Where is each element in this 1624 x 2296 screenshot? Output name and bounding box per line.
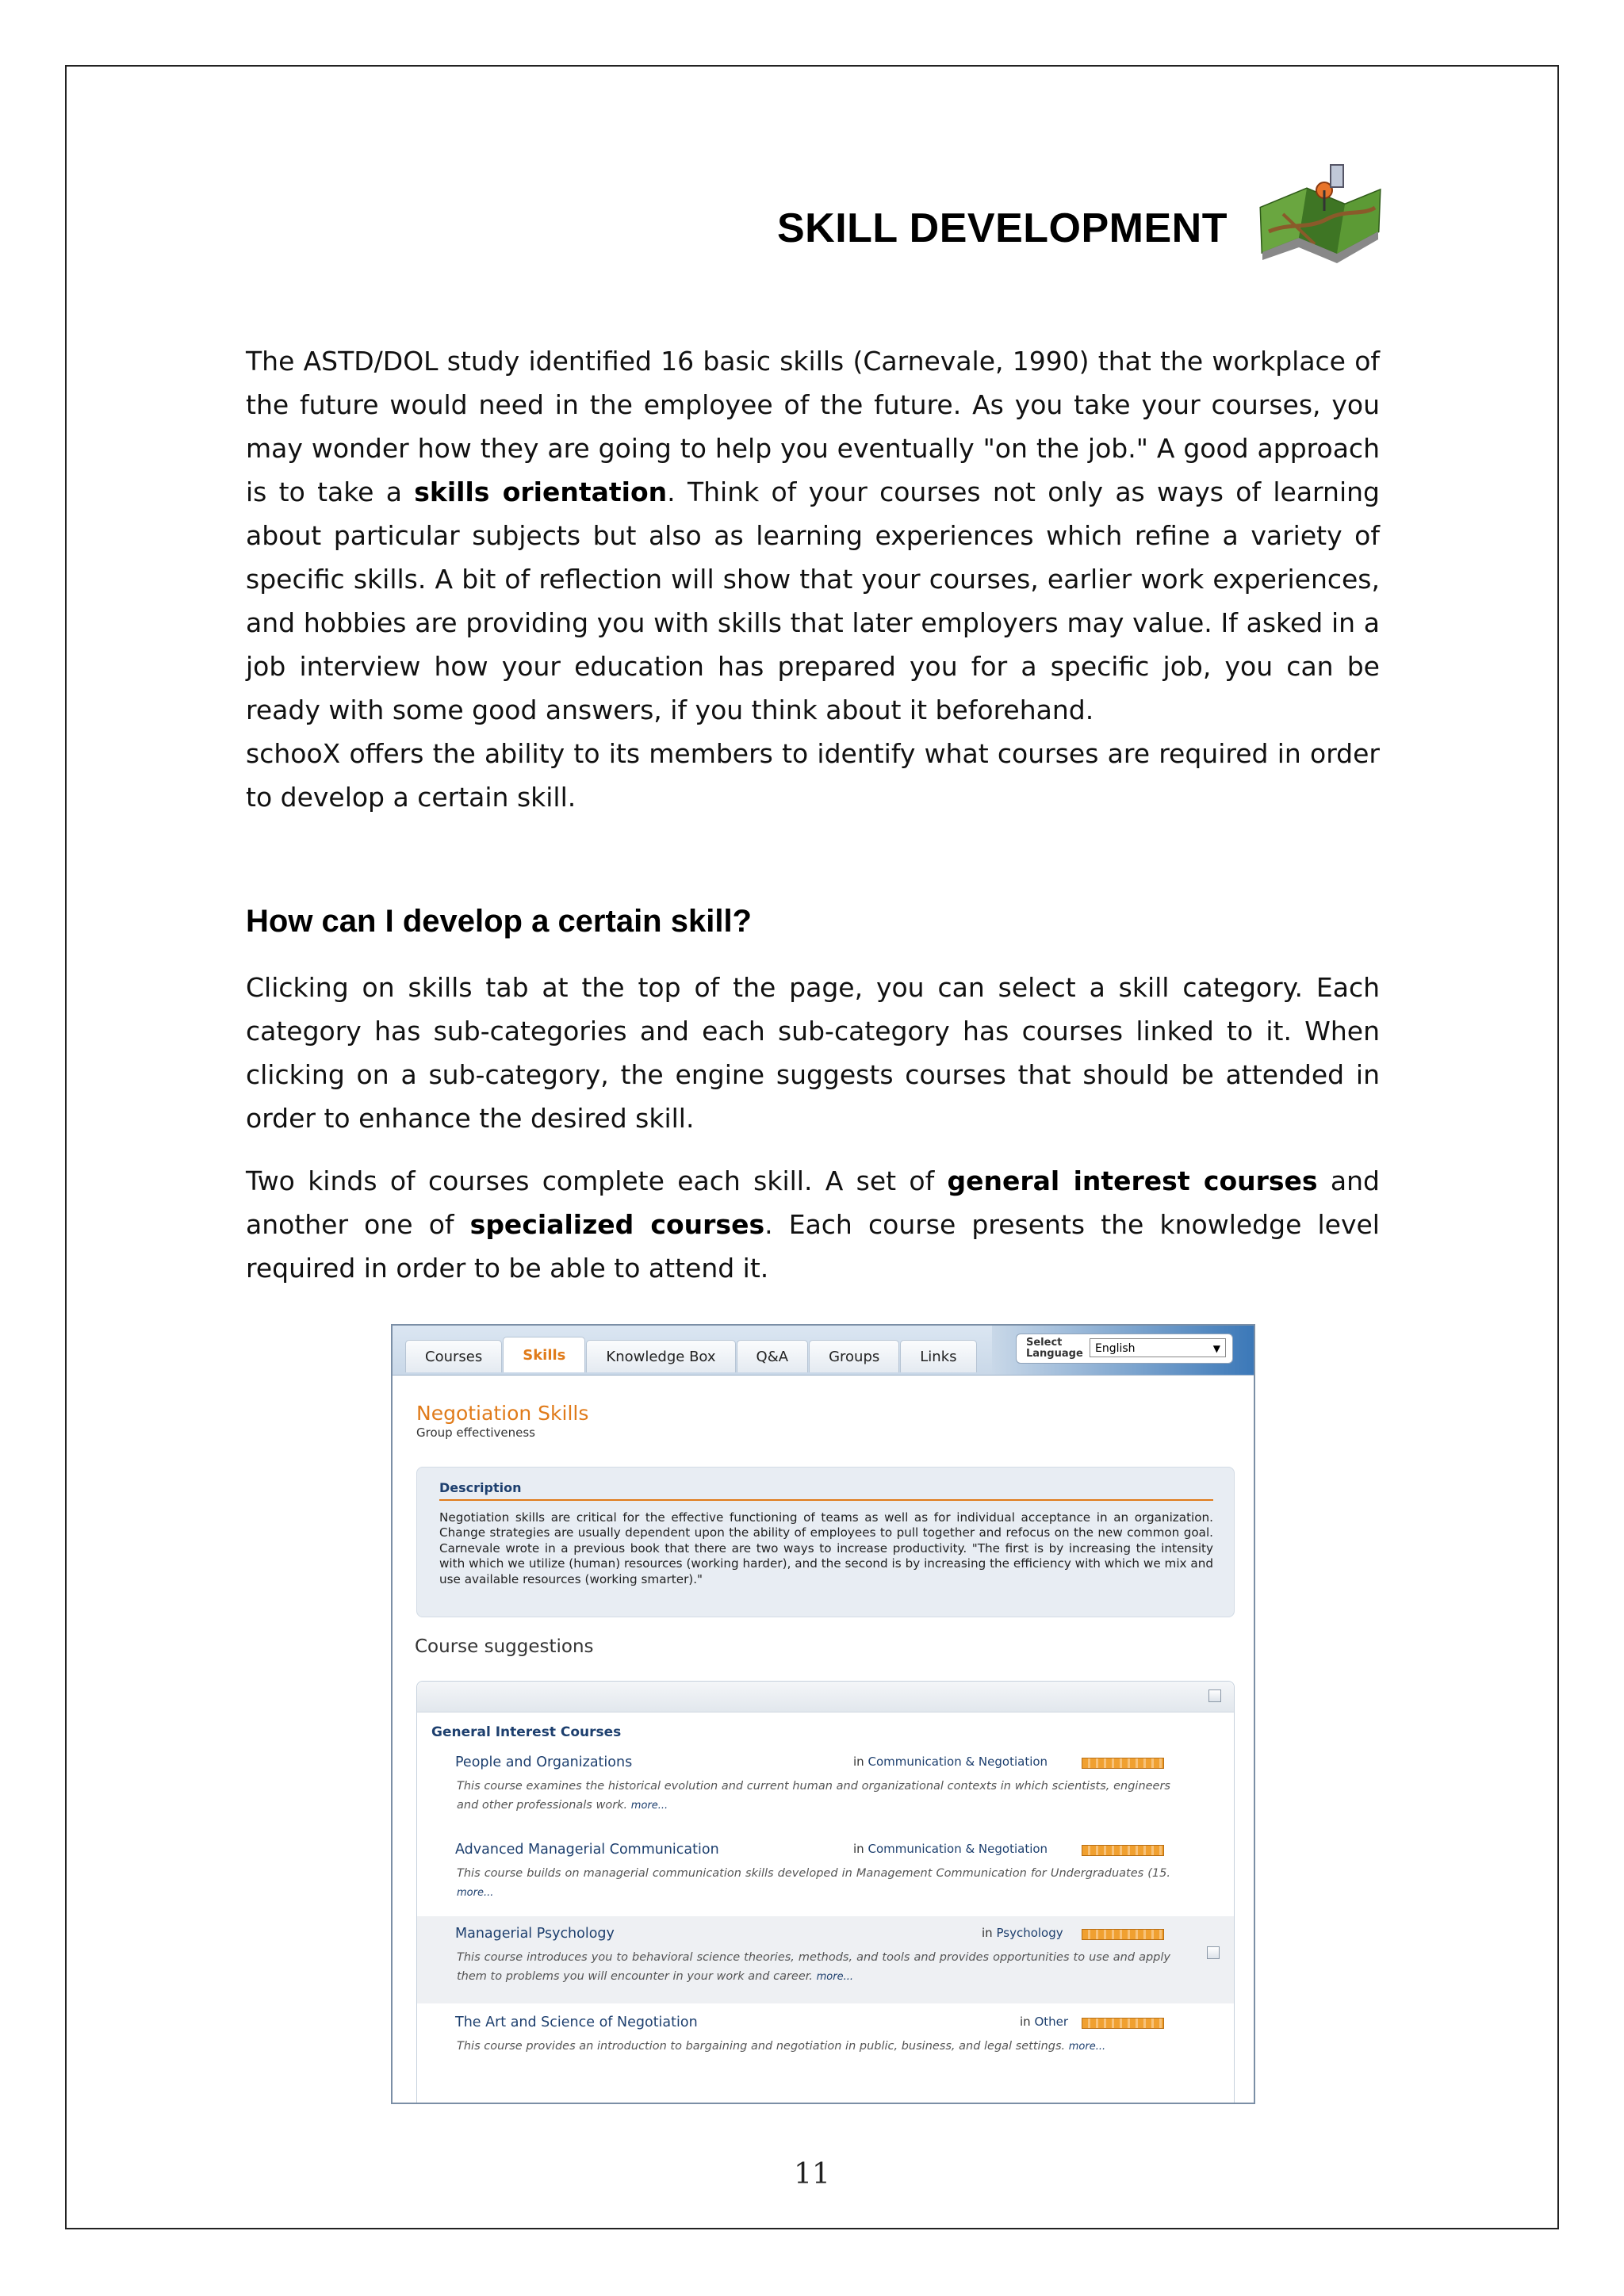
top-navigation [393,1326,1254,1376]
course-kinds-paragraph: Two kinds of courses complete each skill. A set of general interest courses and another one of specialized courses. Each course presents the knowledge level required in order to be able to attend it. [246,1165,1380,1284]
course-category: in Communication & Negotiation [853,1755,1048,1769]
more-link[interactable]: more... [457,1887,494,1899]
course-suggestions-heading: Course suggestions [415,1636,594,1657]
panel-header [417,1682,1234,1712]
more-link[interactable]: more... [630,1800,668,1812]
knowledge-level-bar [1082,2018,1164,2029]
description-title: Description [439,1480,522,1495]
tab-skills[interactable]: Skills [503,1337,585,1372]
language-dropdown[interactable] [1090,1338,1226,1357]
skill-subtitle: Group effectiveness [416,1425,535,1440]
course-description: This course examines the historical evolution and current human and organizational contexts in which scientists, engineers and other professionals work. more... [457,1780,1170,1812]
course-link[interactable]: Advanced Managerial Communication [455,1842,719,1858]
page-title: SKILL DEVELOPMENT [776,205,1228,251]
course-item [417,1748,1234,1835]
language-label: Select Language [1026,1337,1083,1360]
description-divider [439,1499,1213,1501]
course-link[interactable]: The Art and Science of Negotiation [455,2015,698,2030]
knowledge-level-bar [1082,1929,1164,1940]
tab-knowledge-box[interactable]: Knowledge Box [586,1340,735,1372]
course-item [417,1916,1234,2003]
course-category: in Communication & Negotiation [853,1842,1048,1856]
skill-title: Negotiation Skills [416,1402,589,1425]
course-description: This course builds on managerial communication skills developed in Management Communication for Undergraduates (15. more... [457,1867,1170,1899]
course-description: This course introduces you to behavioral science theories, methods, and tools and provides opportunities to use and apply them to problems you will encounter in your work and career. more... [457,1951,1170,1983]
course-category: in Psychology [982,1926,1063,1940]
description-box [416,1467,1235,1617]
course-suggestions-panel [416,1681,1235,2104]
skills-tab-paragraph: Clicking on skills tab at the top of the page, you can select a skill category. Each category has sub-categories and each sub-category has courses linked to it. When clicking on a sub-category, the engine suggests courses that should be attended in order to enhance the desired skill. [246,972,1380,1134]
schoox-paragraph: schooX offers the ability to its members to identify what courses are required in order to develop a certain skill. [246,738,1380,813]
knowledge-level-bar [1082,1845,1164,1856]
course-item [417,1835,1234,1923]
course-description: This course provides an introduction to bargaining and negotiation in public, business, and legal settings. more... [457,2040,1106,2053]
tab-links[interactable]: Links [900,1340,976,1372]
language-selector [1016,1334,1233,1364]
more-link[interactable]: more... [1068,2041,1106,2053]
knowledge-level-bar [1082,1758,1164,1769]
section-heading: How can I develop a certain skill? [246,904,752,939]
course-link[interactable]: Managerial Psychology [455,1926,615,1942]
description-text: Negotiation skills are critical for the effective functioning of teams as well as for individual acceptance in an organization. Change strategies are usually dependent upon the ability of employees to pull together and refocus on the new common goal. Carnevale wrote in a previous book that there are two ways to increase productivity. "The first is by increasing the intensity with which we utilize (human) resources (working harder), and the second is by increasing the efficiency with which we mix and use available resources (working smarter)." [439,1510,1213,1586]
skills-screenshot [391,1324,1255,2104]
course-checkbox[interactable] [1207,1946,1220,1959]
tab-qa[interactable]: Q&A [737,1340,809,1372]
language-value: English [1095,1342,1136,1355]
chevron-down-icon: ▼ [1212,1343,1220,1354]
course-link[interactable]: People and Organizations [455,1755,633,1770]
more-link[interactable]: more... [816,1971,853,1983]
course-category: in Other [1020,2015,1069,2029]
select-all-checkbox[interactable] [1208,1689,1221,1702]
tab-courses[interactable]: Courses [405,1340,502,1372]
course-item [417,2008,1234,2095]
intro-paragraph: The ASTD/DOL study identified 16 basic skills (Carnevale, 1990) that the workplace of the future would need in the employee of the future. As you take your courses, you may wonder how they are going to help you eventually "on the job." A good approach is to take a skills orientation. Think of your courses not only as ways of learning about particular subjects but also as learning experiences which refine a variety of specific skills. A bit of reflection will show that your courses, earlier work experiences, and hobbies are providing you with skills that later employers may value. If asked in a job interview how your education has prepared you for a specific job, you can be ready with some good answers, if you think about it beforehand. [246,346,1380,725]
general-interest-heading: General Interest Courses [431,1724,622,1740]
tab-bar [405,1340,978,1375]
page-number: 11 [794,2158,830,2191]
map-pin-icon [1251,159,1386,277]
tab-groups[interactable]: Groups [809,1340,899,1372]
